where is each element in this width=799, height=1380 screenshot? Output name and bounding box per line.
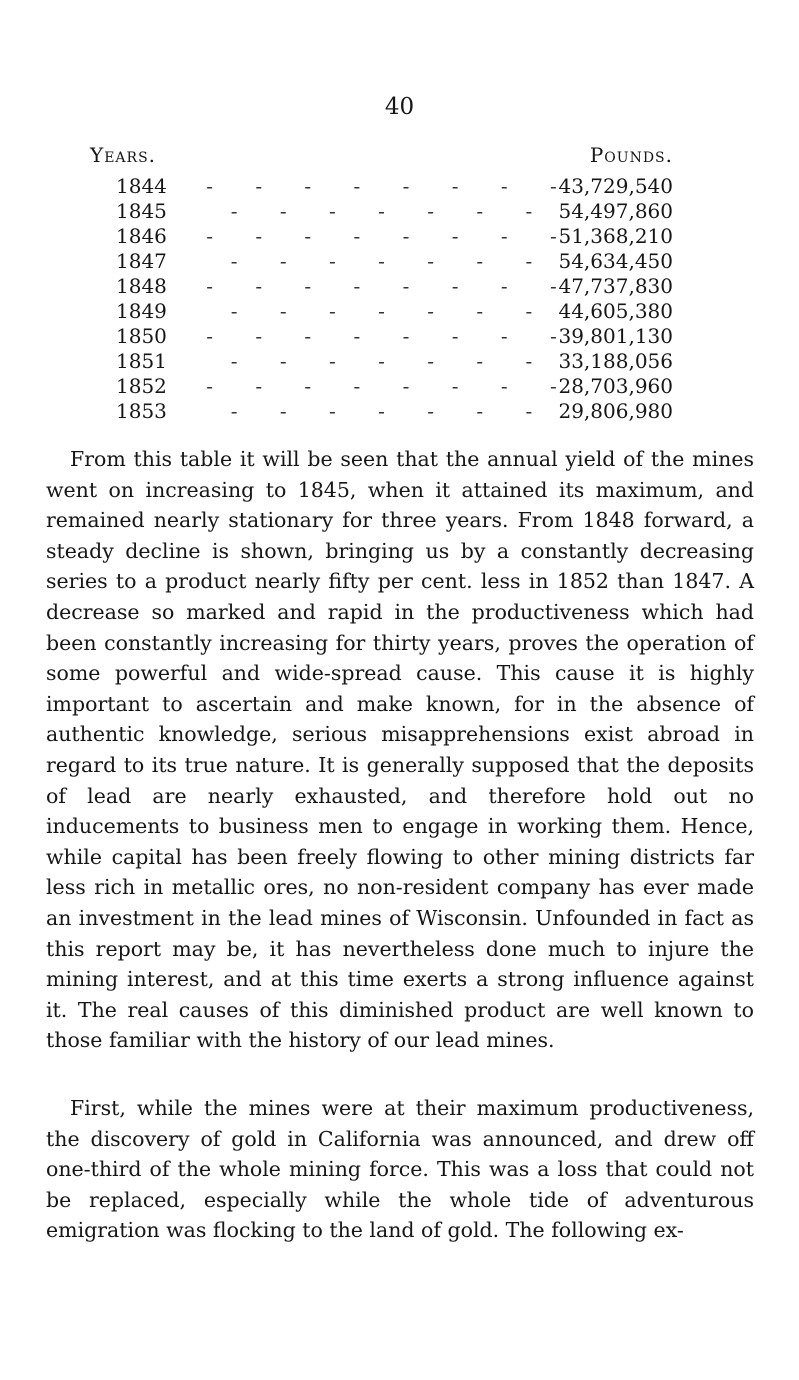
table-header-pounds: Pounds.	[589, 143, 673, 167]
row-pounds: 43,729,540	[558, 174, 673, 198]
row-year: 1846	[116, 224, 167, 248]
row-leader: - - - - - - - -	[206, 374, 575, 398]
row-pounds: 29,806,980	[558, 399, 673, 423]
row-leader: - - - - - - - -	[206, 274, 575, 298]
table-row	[116, 274, 673, 299]
row-year: 1845	[116, 199, 167, 223]
table-row	[116, 299, 673, 324]
row-year: 1844	[116, 174, 167, 198]
row-pounds: 39,801,130	[558, 324, 673, 348]
table-row	[116, 199, 673, 224]
table-row	[116, 249, 673, 274]
row-leader: - - - - - - -	[230, 299, 551, 323]
body-paragraph: First, while the mines were at their maximum productiveness, the discovery of gold in California was announced, and drew off one-third of the whole mining force. This was a loss that could not be replaced, especially while the whole tide of adventurous emigration was flocking to the land of gold. The following ex-	[46, 1096, 754, 1243]
page-number: 40	[384, 94, 415, 120]
row-year: 1853	[116, 399, 167, 423]
row-leader: - - - - - - -	[230, 349, 551, 373]
row-pounds: 44,605,380	[558, 299, 673, 323]
table-row	[116, 224, 673, 249]
row-leader: - - - - - - -	[230, 249, 551, 273]
row-leader: - - - - - - - -	[206, 224, 575, 248]
table-row	[116, 399, 673, 424]
row-year: 1847	[116, 249, 167, 273]
row-leader: - - - - - - - -	[206, 324, 575, 348]
row-pounds: 47,737,830	[558, 274, 673, 298]
row-year: 1849	[116, 299, 167, 323]
row-leader: - - - - - - -	[230, 399, 551, 423]
table-header-years: Years.	[90, 143, 157, 167]
row-pounds: 28,703,960	[558, 374, 673, 398]
table-row	[116, 174, 673, 199]
row-leader: - - - - - - - -	[206, 174, 575, 198]
row-year: 1850	[116, 324, 167, 348]
row-year: 1851	[116, 349, 167, 373]
body-paragraph: From this table it will be seen that the annual yield of the mines went on increasing to 1845, when it attained its maximum, and remained nearly stationary for three years. From 1848 forward, a steady decline is shown, bringing us by a constantly decreasing series to a product nearly fifty per cent. less in 1852 than 1847. A decrease so marked and rapid in the productiveness which had been constantly increasing for thirty years, proves the operation of some powerful and wide-spread cause. This cause it is highly important to ascertain and make known, for in the absence of authentic knowledge, serious misapprehensions exist abroad in regard to its true nature. It is generally supposed that the deposits of lead are nearly exhausted, and therefore hold out no inducements to business men to engage in working them. Hence, while capital has been freely flowing to other mining districts far less rich in metallic ores, no non-resident company has ever made an investment in the lead mines of Wisconsin. Unfounded in fact as this report may be, it has nevertheless done much to injure the mining interest, and at this time exerts a strong influence against it. The real causes of this diminished product are well known to those familiar with the history of our lead mines.	[46, 447, 754, 1053]
table-row	[116, 324, 673, 349]
row-pounds: 54,497,860	[558, 199, 673, 223]
table-row	[116, 349, 673, 374]
row-year: 1848	[116, 274, 167, 298]
table-row	[116, 374, 673, 399]
row-pounds: 54,634,450	[558, 249, 673, 273]
row-leader: - - - - - - -	[230, 199, 551, 223]
row-pounds: 33,188,056	[558, 349, 673, 373]
row-pounds: 51,368,210	[558, 224, 673, 248]
row-year: 1852	[116, 374, 167, 398]
